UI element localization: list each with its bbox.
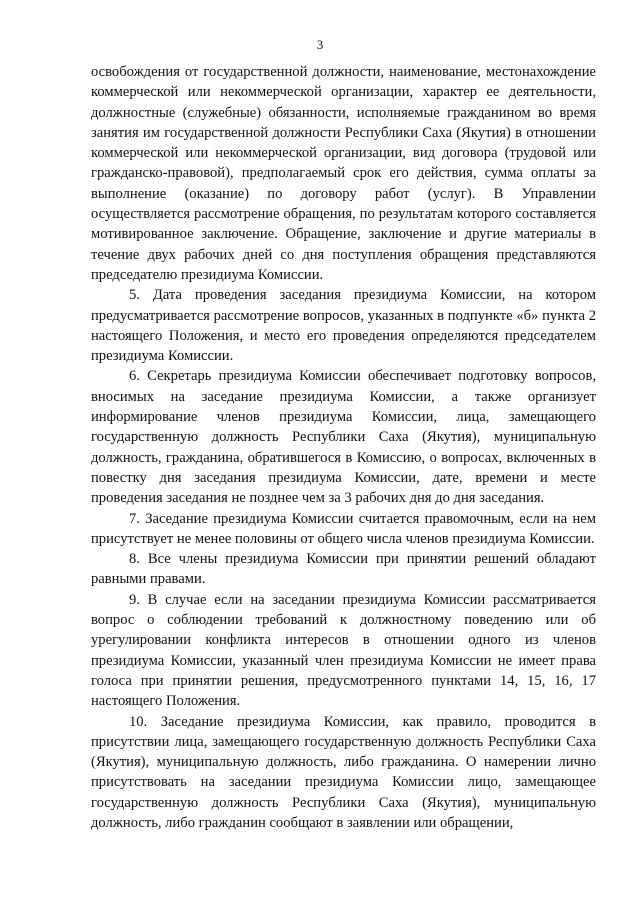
page-number: 3 (316, 37, 324, 52)
paragraph-continuation: освобождения от государственной должности, наименование, местонахождение коммерческой или некоммерческой организации, характер ее деятельности, должностные (служебные) обязанности, исполняемые гражданином во время занятия им государственной должности Республики Саха (Якутия) в отношении коммерческой или некоммерческой организации, вид договора (трудовой или гражданско-правовой), предполагаемый срок его действия, сумма оплаты за выполнение (оказание) по договору работ (услуг). В Управлении осуществляется рассмотрение обращения, по результатам которого составляется мотивированное заключение. Обращение, заключение и другие материалы в течение двух рабочих дней со дня поступления обращения представляются председателю президиума Комиссии. (91, 64, 596, 283)
document-body (91, 62, 596, 833)
paragraph-item-5: 5. Дата проведения заседания президиума Комиссии, на котором предусматривается рассмотрение вопросов, указанных в подпункте «б» пункта 2 настоящего Положения, и место его проведения определяются председателем президиума Комиссии. (91, 287, 596, 365)
paragraph-item-10: 10. Заседание президиума Комиссии, как правило, проводится в присутствии лица, замещающего государственную должность Республики Саха (Якутия), муниципальную должность, либо гражданина. О намерении лично присутствовать на заседании президиума Комиссии лицо, замещающее государственную должность Республики Саха (Якутия), муниципальную должность, либо гражданин сообщают в заявлении или обращении, (91, 713, 596, 831)
paragraph-item-7: 7. Заседание президиума Комиссии считается правомочным, если на нем присутствует не менее половины от общего числа членов президиума Комиссии. (91, 510, 596, 547)
paragraph-item-8: 8. Все члены президиума Комиссии при принятии решений обладают равными правами. (91, 551, 596, 588)
paragraph-item-6: 6. Секретарь президиума Комиссии обеспечивает подготовку вопросов, вносимых на заседание президиума Комиссии, а также организует информирование членов президиума Комиссии, лица, замещающего государственную должность Республики Саха (Якутия), муниципальную должность, гражданина, обратившегося в Комиссию, о вопросах, включенных в повестку дня заседания президиума Комиссии, дате, времени и месте проведения заседания не позднее чем за 3 рабочих дня до дня заседания. (91, 368, 596, 507)
paragraph-item-9: 9. В случае если на заседании президиума Комиссии рассматривается вопрос о соблюдении требований к должностному поведению или об урегулировании конфликта интересов в отношении одного из членов президиума Комиссии, указанный член президиума Комиссии не имеет права голоса при принятии решения, предусмотренного пунктами 14, 15, 16, 17 настоящего Положения. (91, 591, 596, 710)
